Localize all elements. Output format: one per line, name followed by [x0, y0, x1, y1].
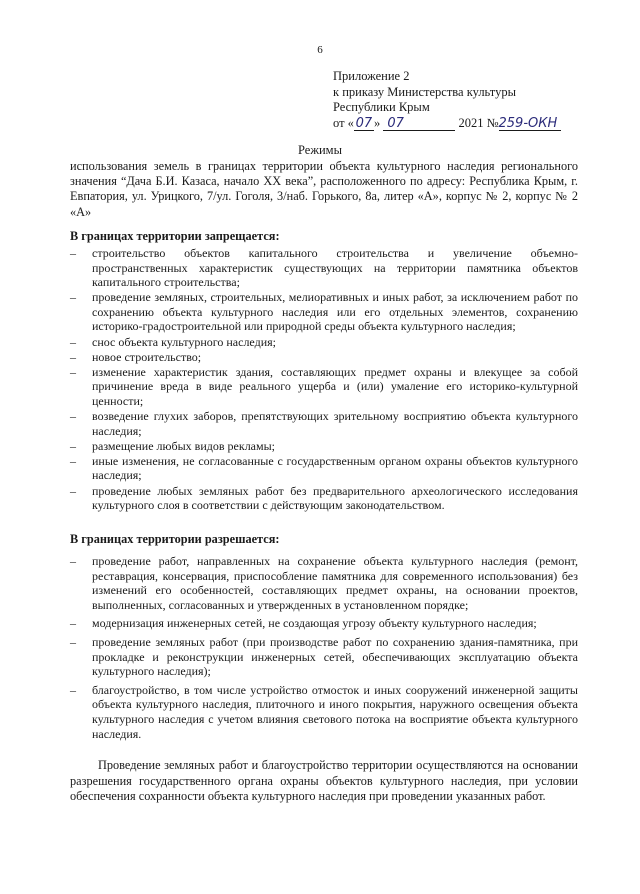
list-item: – благоустройство, в том числе устройство отмосток и иных сооружений инженерной защиты объекта культурного наследия, плиточного и иного покрытия, наружного освещения объекта культурного наследия с учетом влияния светового потока на восприятие объекта культурного наследия.: [70, 682, 578, 741]
page-number: 6: [317, 44, 323, 56]
list-item: – возведение глухих заборов, препятствующих зрительному восприятию объекта культурного наследия;: [70, 409, 578, 438]
appendix-line-3: Республики Крым: [333, 100, 430, 114]
appendix-line-2: к приказу Министерства культуры: [333, 84, 516, 99]
list-item: – снос объекта культурного наследия;: [70, 334, 276, 349]
list-item: – изменение характеристик здания, составляющих предмет охраны и влекущее за собой причинение вреда в виде реального ущерба и (или) умаление его историко-культурной ценности;: [70, 364, 578, 408]
list-item-text: проведение земляных работ (при производстве работ по сохранению здания-памятника, при прокладке и реконструкции инженерных сетей, обеспечивающих эксплуатацию объекта культурного наследия);: [92, 634, 578, 679]
list-item: – модернизация инженерных сетей, не создающая угрозу объекту культурного наследия;: [70, 616, 537, 631]
list-item: – проведение любых земляных работ без предварительного археологического исследования культурного слоя в соответствии с действующим законодательством.: [70, 483, 578, 513]
list-item-text: возведение глухих заборов, препятствующих зрительному восприятию объекта культурного наследия;: [92, 409, 578, 438]
list-item-text: проведение земляных, строительных, мелиоративных и иных работ, за исключением работ по сохранению объекта культурного наследия или его отдельных элементов, сохранению историко-градостроительной или природной среды объекта культурного наследия;: [92, 290, 578, 334]
list-item: – строительство объектов капитального строительства и увеличение объемно-пространственных характеристик существующих на территории памятника объектов капитального строительства;: [70, 246, 578, 290]
prohibited-section-title: В границах территории запрещается:: [70, 229, 280, 243]
list-item-text: проведение любых земляных работ без предварительного археологического исследования культурного слоя в соответствии с действующим законодательством.: [92, 483, 578, 513]
list-item-text: размещение любых видов рекламы;: [92, 438, 275, 453]
date-prefix: от «: [333, 115, 354, 130]
permitted-list: [70, 554, 578, 745]
list-item: – проведение земляных работ (при производстве работ по сохранению здания-памятника, при прокладке и реконструкции инженерных сетей, обеспечивающих эксплуатацию объекта культурного наследия);: [70, 634, 578, 679]
list-item: – проведение работ, направленных на сохранение объекта культурного наследия (ремонт, реставрация, консервация, приспособление памятника для современного использования) без изменений его особенностей, составляющих предмет охраны, на основании проектов, выполненных, согласованных и утвержденных в установленном порядке;: [70, 554, 578, 612]
prohibited-list: [70, 246, 578, 513]
list-item-text: снос объекта культурного наследия;: [92, 334, 276, 349]
appendix-block: [333, 69, 561, 131]
permitted-section-title: В границах территории разрешается:: [70, 532, 280, 546]
handwritten-day: 07: [355, 115, 373, 131]
date-mid: »: [373, 115, 381, 130]
list-item-text: строительство объектов капитального строительства и увеличение объемно-пространственных характеристик существующих на территории памятника объектов капитального строительства;: [92, 246, 578, 290]
year-text: 2021 №: [458, 115, 499, 130]
document-heading: Режимы: [298, 143, 342, 157]
list-item-text: новое строительство;: [92, 349, 202, 364]
list-item-text: модернизация инженерных сетей, не создающая угрозу объекту культурного наследия;: [92, 616, 537, 631]
list-item-text: проведение работ, направленных на сохранение объекта культурного наследия (ремонт, реставрация, консервация, приспособление памятника для современного использования) без изменений его особенностей, составляющих предмет охраны, на основании проектов, выполненных, согласованных и утвержденных в установленном порядке;: [92, 554, 578, 612]
list-item: – новое строительство;: [70, 349, 202, 364]
list-item-text: иные изменения, не согласованные с государственным органом охраны объектов культурного наследия;: [92, 453, 578, 483]
appendix-date-line: [333, 116, 561, 132]
list-item-text: благоустройство, в том числе устройство отмосток и иных сооружений инженерной защиты объекта культурного наследия, плиточного и иного покрытия, наружного освещения объекта культурного наследия с учетом влияния светового потока на восприятие объекта культурного наследия.: [92, 682, 578, 741]
list-item: – иные изменения, не согласованные с государственным органом охраны объектов культурного наследия;: [70, 453, 578, 483]
appendix-line-1: Приложение 2: [333, 69, 410, 83]
handwritten-month: 07: [383, 117, 455, 131]
document-subtitle: использования земель в границах территории объекта культурного наследия регионального значения “Дача Б.И. Казаса, начало XX века”, расположенного по адресу: Республика Крым, г. Евпатория, ул. Урицкого, 7/ул. Гоголя, 3/наб. Горького, 8а, литер «А», корпус № 2, корпус № 2 «А»: [70, 159, 578, 219]
list-item-text: изменение характеристик здания, составляющих предмет охраны и влекущее за собой причинение вреда в виде реального ущерба и (или) умаление его историко-культурной ценности;: [92, 364, 578, 408]
list-item: – проведение земляных, строительных, мелиоративных и иных работ, за исключением работ по сохранению объекта культурного наследия или его отдельных элементов, сохранению историко-градостроительной или природной среды объекта культурного наследия;: [70, 290, 578, 334]
list-item: – размещение любых видов рекламы;: [70, 438, 275, 453]
handwritten-order-number: 259-ОКН: [499, 117, 561, 131]
closing-paragraph: Проведение земляных работ и благоустройство территории осуществляются на основании разрешения государственного органа охраны объектов культурного наследия, при условии обеспечения сохранности объекта культурного наследия при проведении указанных работ.: [70, 758, 578, 804]
